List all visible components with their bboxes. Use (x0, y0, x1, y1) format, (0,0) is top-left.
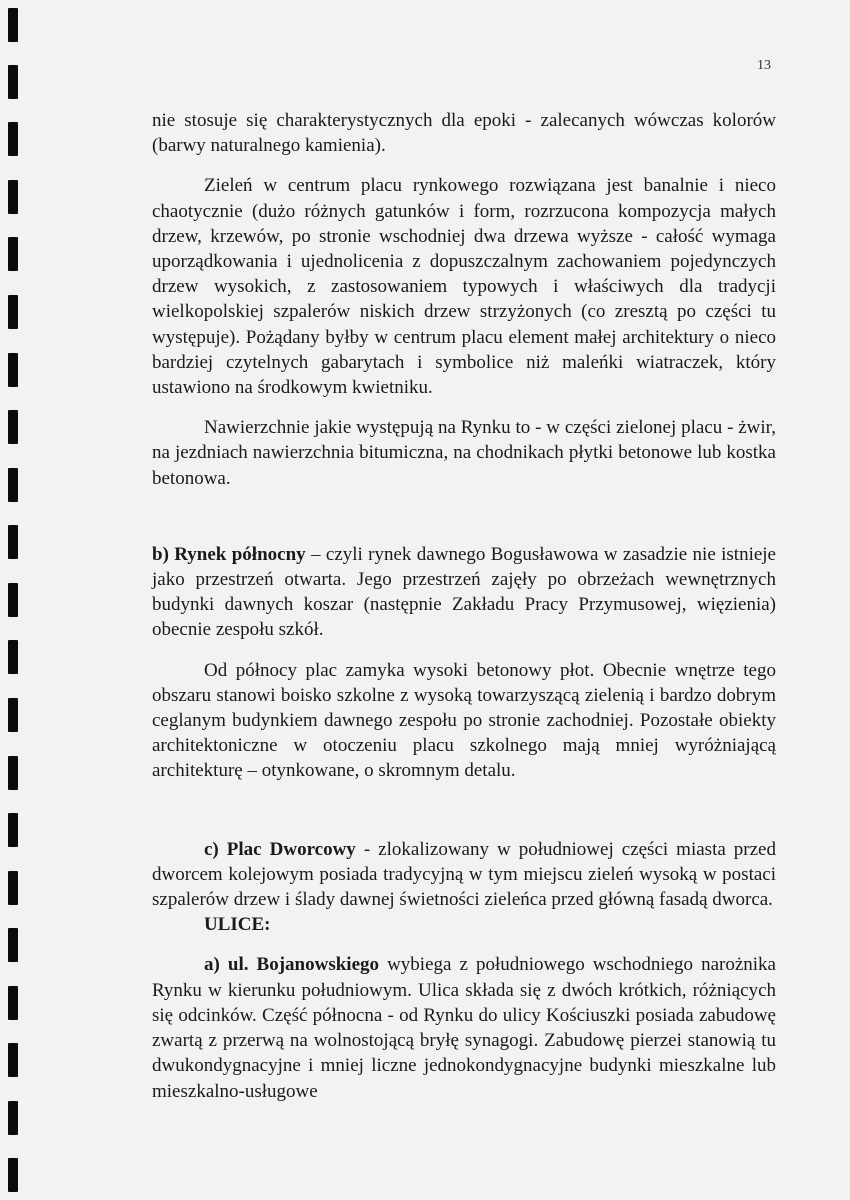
binding-hole (8, 986, 18, 1020)
station-square-text: - zlokalizowany w południowej części miasta przed dworcem kolejowym posiada tradycyjną w tym miejscu zieleń wysoką w postaci szpalerów drzew i ślady dawnej świetności zieleńca przed główną fasadą dworca. (152, 838, 776, 911)
binding-hole (8, 410, 18, 444)
binding-hole (8, 122, 18, 156)
section-label-bojanowskiego: a) ul. Bojanowskiego (204, 954, 380, 976)
binding-hole (8, 525, 18, 559)
section-label-north-market: b) Rynek północny (152, 543, 306, 565)
paragraph-market-surfaces: Nawierzchnie jakie występują na Rynku to - w części zielonej placu - żwir, na jezdniach nawierzchnia bitumiczna, na chodnikach płytki betonowe lub kostka betonowa. (152, 417, 776, 489)
binding-hole (8, 295, 18, 329)
section-label-station-square: c) Plac Dworcowy (204, 838, 356, 860)
binding-hole (8, 698, 18, 732)
binding-hole (8, 1043, 18, 1077)
binding-hole (8, 8, 18, 42)
binding-hole (8, 65, 18, 99)
binding-hole (8, 640, 18, 674)
binding-hole (8, 583, 18, 617)
binding-hole (8, 353, 18, 387)
paragraph-bojanowskiego-street (152, 952, 776, 1103)
binding-hole (8, 237, 18, 271)
paragraph-colors: nie stosuje się charakterystycznych dla epoki - zalecanych wówczas kolorów (barwy naturalnego kamienia). (152, 110, 776, 157)
paragraph-north-market-details: Od północy plac zamyka wysoki betonowy płot. Obecnie wnętrze tego obszaru stanowi boisko szkolne z wysoką towarzyszącą zielenią i bardzo dobrym ceglanym budynkiem dawnego zespołu po stronie zachodniej. Pozostałe obiekty architektoniczne w otoczeniu placu szkolnego mają mniej wyróżniającą architekturę – otynkowane, o skromnym detalu. (152, 659, 776, 782)
paragraph-north-market (152, 542, 776, 643)
binding-hole (8, 928, 18, 962)
page-number: 13 (757, 58, 771, 73)
document-body (152, 108, 776, 1104)
binding-hole (8, 1101, 18, 1135)
binding-hole (8, 871, 18, 905)
north-market-text: – czyli rynek dawnego Bogusławowa w zasadzie nie istnieje jako przestrzeń otwarta. Jego przestrzeń zajęły po obrzeżach wewnętrznych budynki dawnych koszar (następnie Zakładu Pracy Przymusowej, więzienia) obecnie zespołu szkół. (152, 543, 776, 641)
paragraph-station-square (152, 837, 776, 913)
binding-hole (8, 756, 18, 790)
bojanowskiego-text: wybiega z południowego wschodniego narożnika Rynku w kierunku południowym. Ulica składa się z dwóch krótkich, różniących się odcinków. Część północna - od Rynku do ulicy Kościuszki posiada zabudowę zwartą z przerwą na wolnostojącą bryłę synagogi. Zabudowę pierzei stanowią tu dwukondygnacyjne i mniej liczne jednokondygnacyjne budynki mieszkalne lub mieszkalno-usługowe (152, 954, 776, 1102)
binding-hole (8, 813, 18, 847)
binding-hole (8, 1158, 18, 1192)
paragraph-market-greenery: Zieleń w centrum placu rynkowego rozwiązana jest banalnie i nieco chaotycznie (dużo różnych gatunków i form, rozrzucona kompozycja małych drzew, krzewów, po stronie wschodniej dwa drzewa wyższe - całość wymaga uporządkowania i ujednolicenia z dopuszczalnym zachowaniem pojedynczych drzew wysokich, z zastosowaniem typowych i właściwych dla tradycji wielkopolskiej szpalerów niskich drzew strzyżonych (co zresztą po części tu występuje). Pożądany byłby w centrum placu element małej architektury o nieco bardziej czytelnych gabarytach i symbolice niż maleńki wiatraczek, który ustawiono na środkowym kwietniku. (152, 175, 776, 399)
binding-hole (8, 180, 18, 214)
heading-streets: ULICE: (204, 914, 271, 936)
binding-hole (8, 468, 18, 502)
binding-holes (0, 0, 40, 1200)
